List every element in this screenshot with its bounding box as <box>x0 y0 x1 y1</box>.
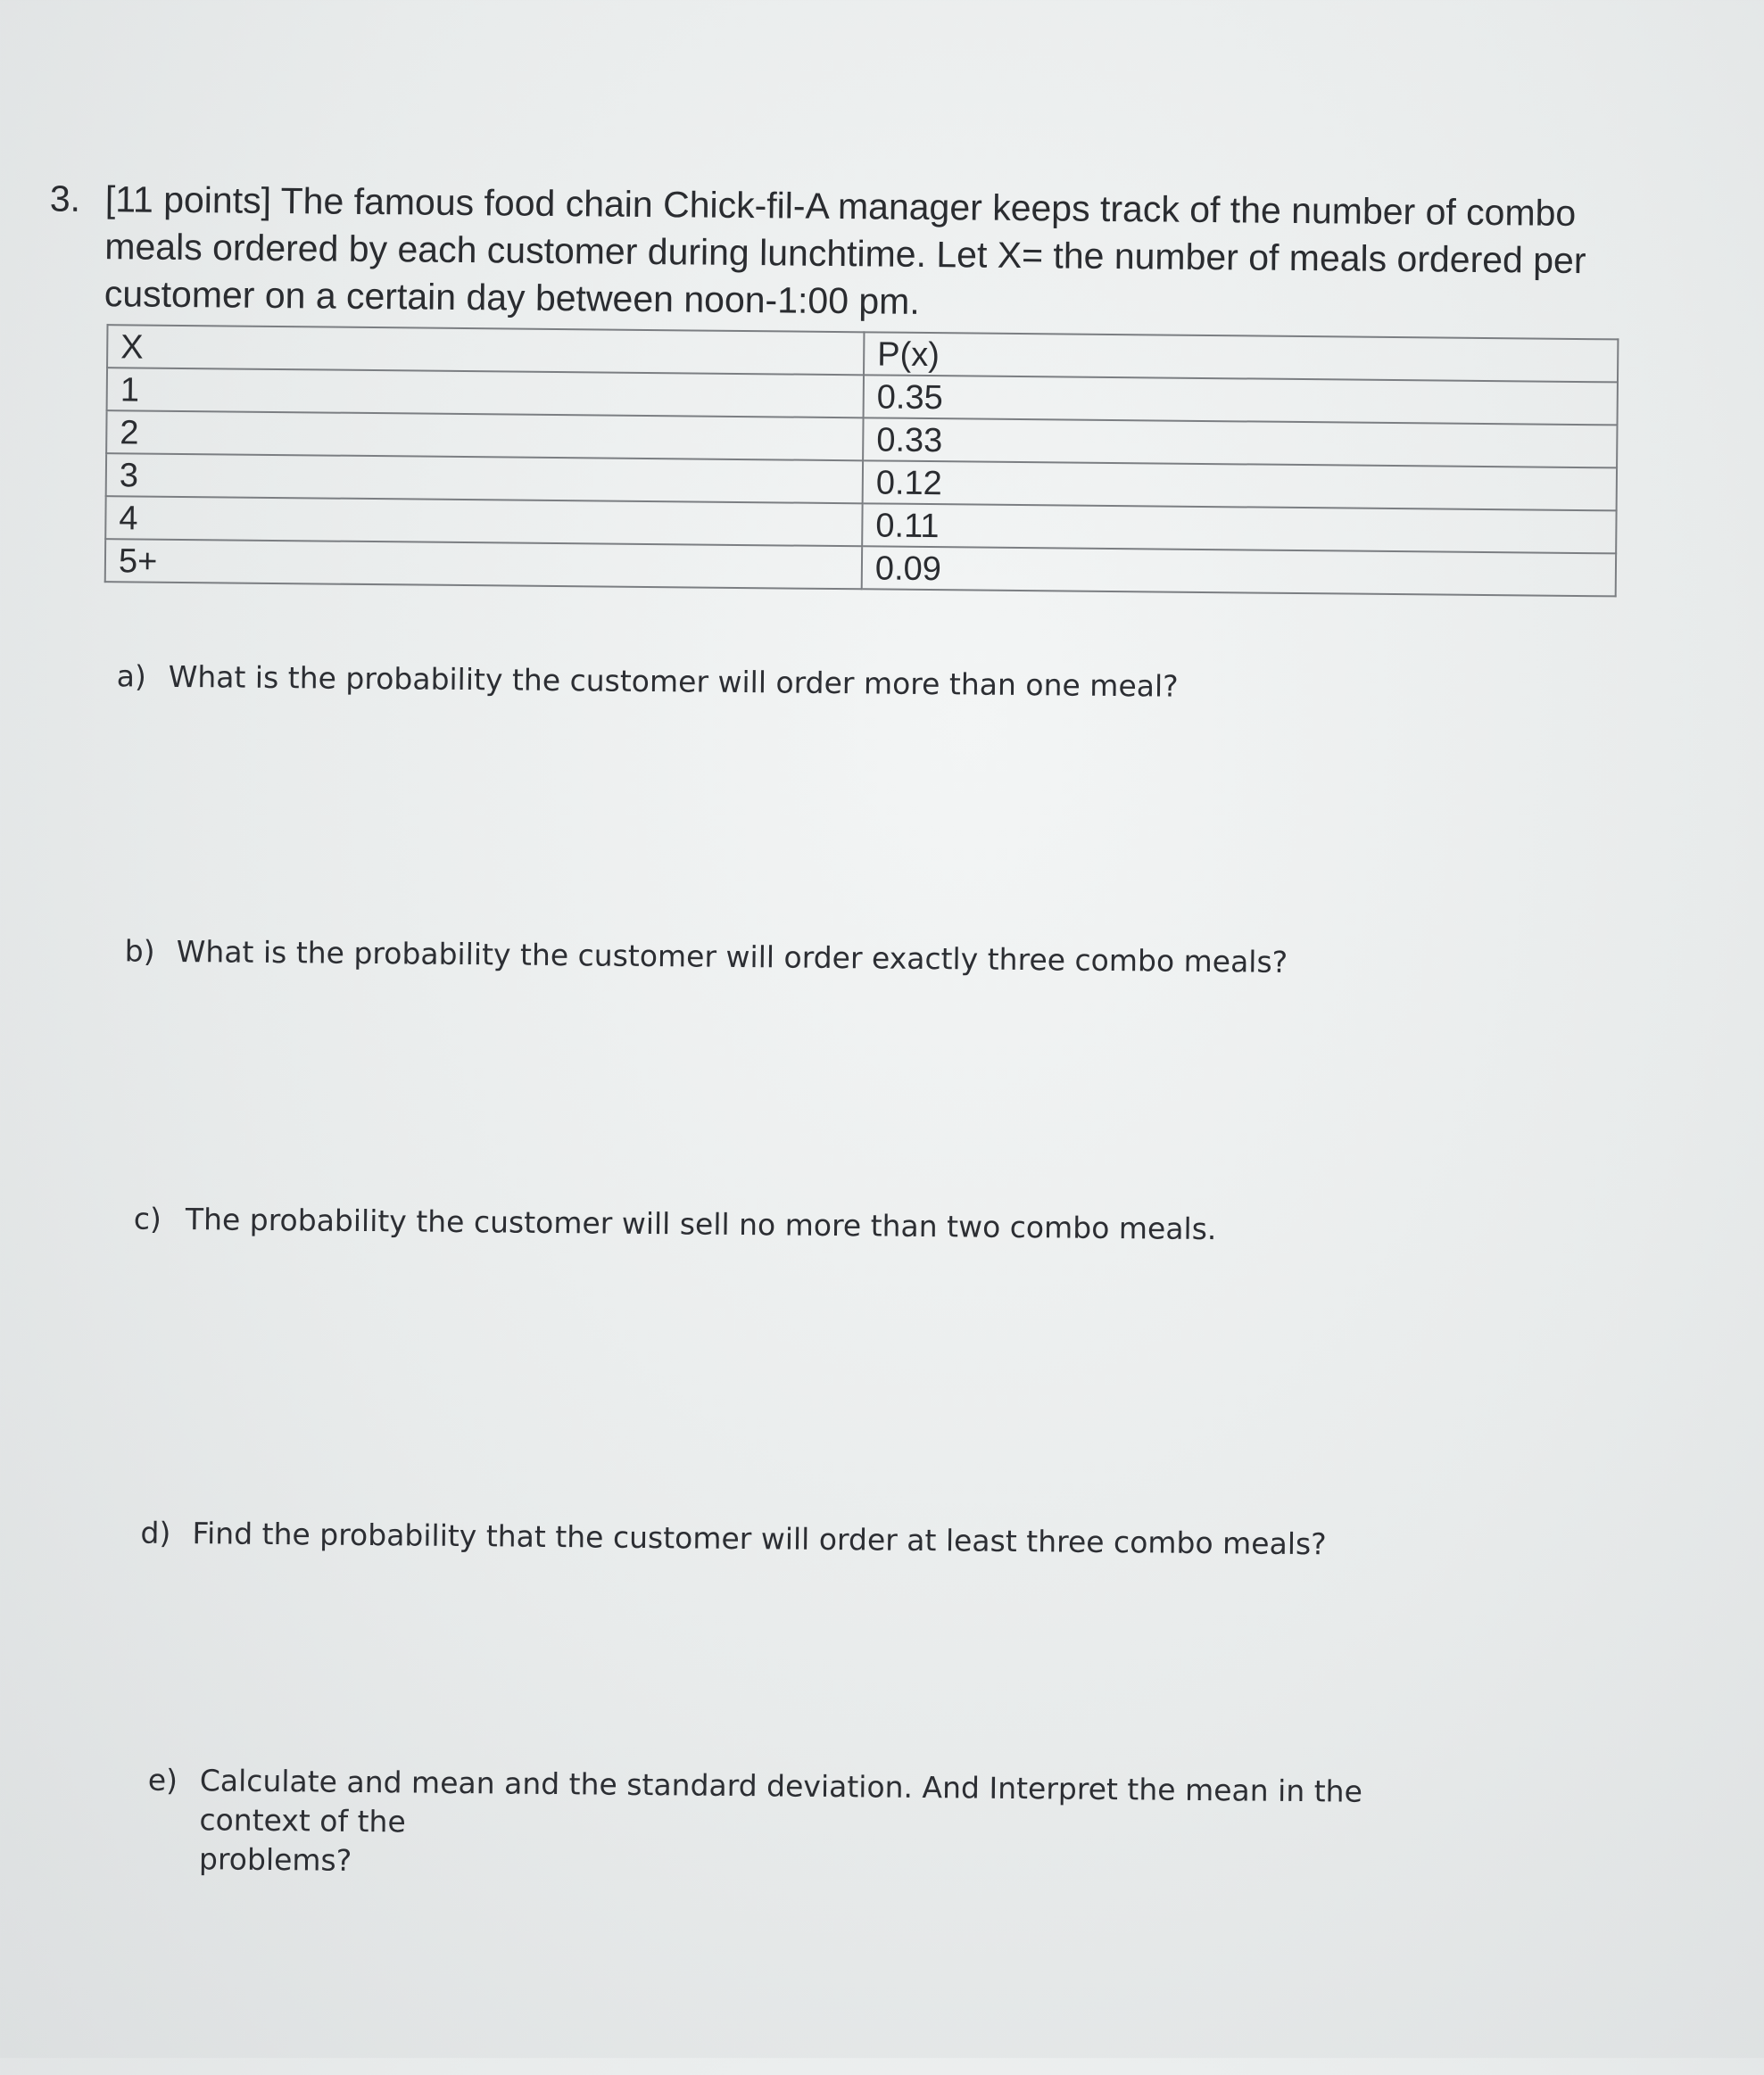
problem-number: 3. <box>49 178 81 219</box>
probability-value: 0.33 <box>863 417 1617 467</box>
problem-line-3: customer on a certain day between noon-1:00 pm. <box>104 273 920 322</box>
question-text <box>199 1761 1449 1890</box>
problem-statement <box>49 176 1603 322</box>
header-x: X <box>107 325 864 375</box>
question-text: What is the probability the customer will order more than one meal? <box>168 658 1179 704</box>
probability-value: 0.11 <box>862 503 1616 553</box>
question-text: What is the probability the customer will order exactly three combo meals? <box>176 933 1288 980</box>
question-letter: d) <box>140 1515 171 1550</box>
question-letter: e) <box>147 1762 178 1798</box>
probability-distribution-table <box>104 324 1619 597</box>
question-text-line-1: Calculate and mean and the standard deviation. And Interpret the mean in the context of the <box>199 1763 1363 1839</box>
x-value: 5+ <box>105 539 862 589</box>
x-value: 2 <box>106 410 863 460</box>
x-value: 1 <box>107 368 864 417</box>
question-letter: c) <box>133 1201 162 1236</box>
header-px: P(x) <box>864 332 1618 382</box>
question-text-line-2: problems? <box>198 1841 352 1878</box>
question-letter: a) <box>116 658 147 694</box>
question-text: The probability the customer will sell no more than two combo meals. <box>185 1202 1217 1247</box>
problem-text <box>104 176 1622 332</box>
question-text: Find the probability that the customer will order at least three combo meals? <box>192 1516 1327 1562</box>
probability-value: 0.09 <box>862 546 1616 596</box>
problem-line-1: [11 points] The famous food chain Chick-fil-A manager keeps track of the number of combo <box>104 178 1577 234</box>
x-value: 4 <box>105 496 862 546</box>
probability-value: 0.12 <box>863 460 1617 510</box>
probability-value: 0.35 <box>864 375 1618 425</box>
question-letter: b) <box>124 933 155 969</box>
x-value: 3 <box>106 453 863 503</box>
problem-line-2: meals ordered by each customer during lunchtime. Let X= the number of meals ordered per <box>104 226 1586 282</box>
